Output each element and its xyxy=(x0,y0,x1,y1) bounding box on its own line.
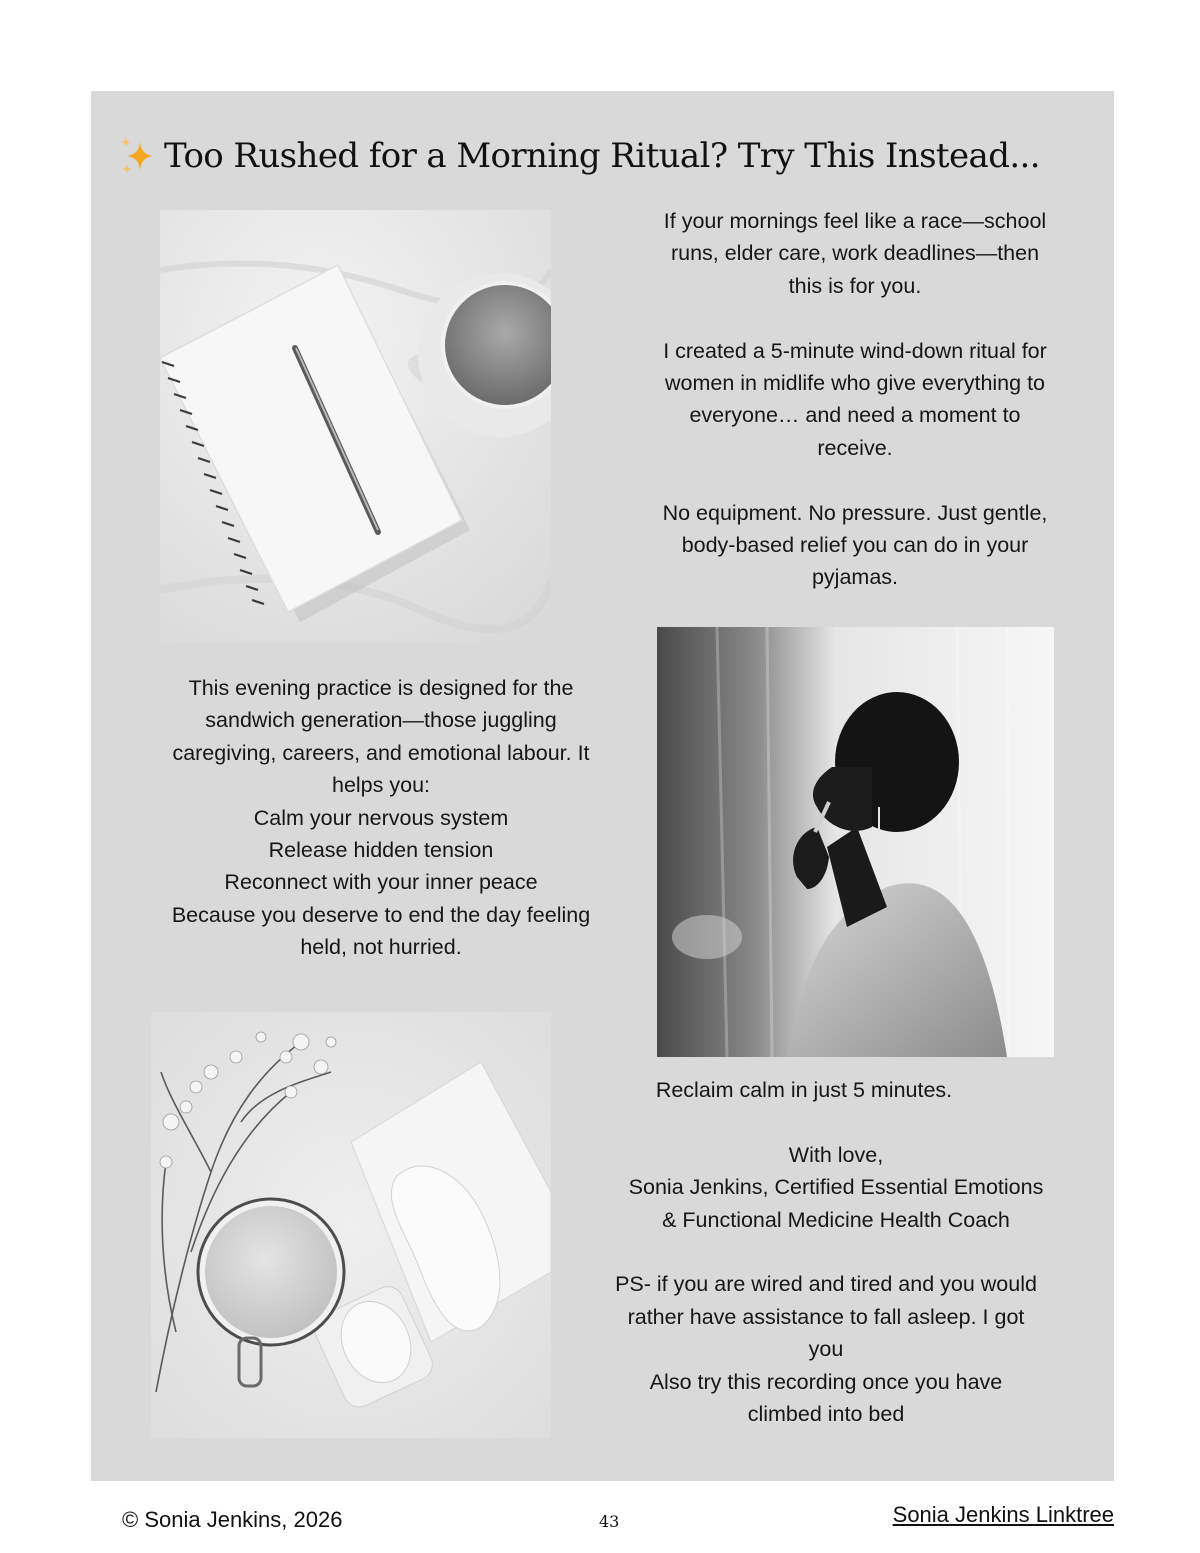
notebook-pen-coffee-photo xyxy=(160,210,551,642)
linktree-link[interactable]: Sonia Jenkins Linktree xyxy=(892,1502,1114,1527)
tagline: Reclaim calm in just 5 minutes. xyxy=(655,1078,953,1102)
copyright: © Sonia Jenkins, 2026 xyxy=(122,1507,343,1532)
page-title xyxy=(118,130,1098,182)
page-title-text: Too Rushed for a Morning Ritual? Try This Instead... xyxy=(164,136,1040,176)
benefit-item: Calm your nervous system xyxy=(253,805,509,830)
page-number: 43 xyxy=(599,1512,620,1531)
benefits-text: This evening practice is designed for the sandwich generation—those juggling caregiving, careers, and emotional labour. It helps you: Calm your nervous system Release hidden tension Reconnect with your inner peace Because you deserve to end the day feeling held, not hurried. xyxy=(171,676,591,960)
intro-paragraph: No equipment. No pressure. Just gentle, body-based relief you can do in your pyjamas. xyxy=(662,500,1048,590)
intro-text xyxy=(630,205,1080,594)
intro-paragraph: If your mornings feel like a race—school runs, elder care, work deadlines—then this is for you. xyxy=(663,209,1047,298)
signoff: With love, xyxy=(788,1142,884,1167)
signature: Sonia Jenkins, Certified Essential Emotions & Functional Medicine Health Coach xyxy=(628,1175,1044,1232)
woman-self-care-photo xyxy=(657,627,1054,1057)
closing-text xyxy=(596,1074,1076,1430)
benefit-item: Reconnect with your inner peace xyxy=(224,870,538,895)
tea-flowers-cotton-pads-photo xyxy=(151,1012,551,1438)
intro-paragraph: I created a 5-minute wind-down ritual for women in midlife who give everything to everyone… and need a moment to receive. xyxy=(663,338,1047,460)
benefit-item: Release hidden tension xyxy=(268,838,494,863)
sparkles-icon xyxy=(118,134,156,178)
postscript: PS- if you are wired and tired and you would rather have assistance to fall asleep. I got you Also try this recording once you have climbed into bed xyxy=(615,1272,1037,1427)
